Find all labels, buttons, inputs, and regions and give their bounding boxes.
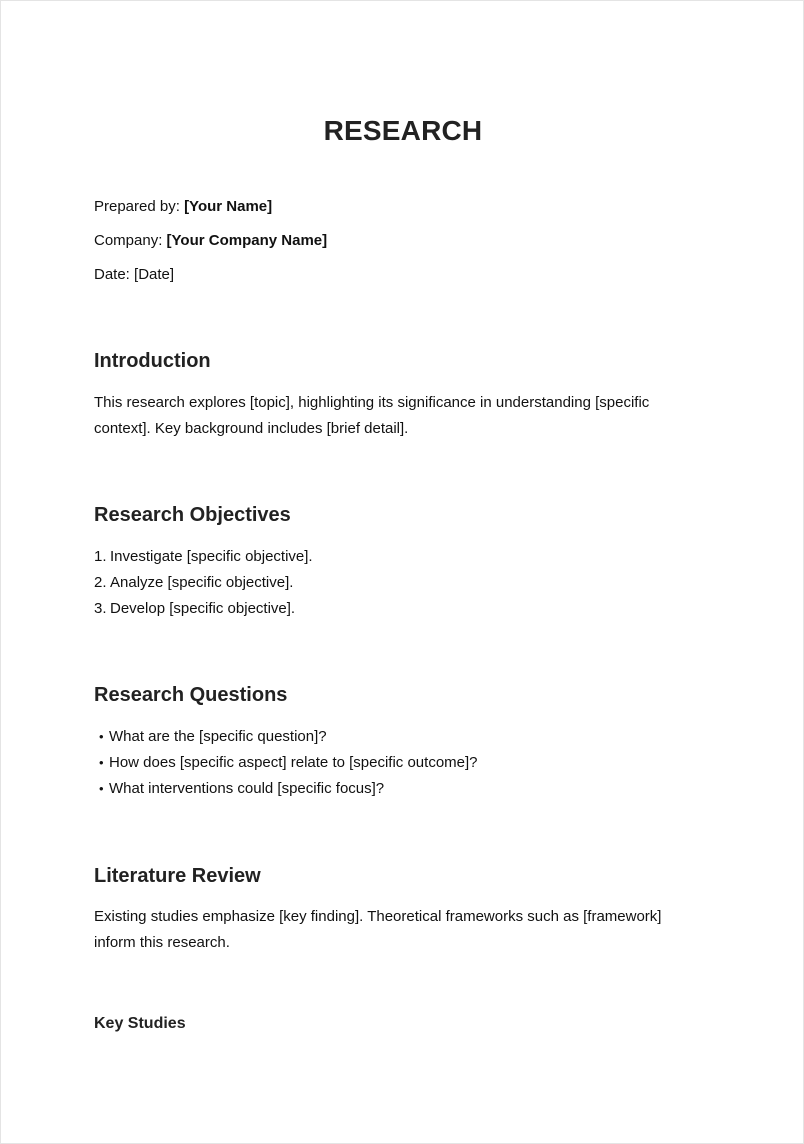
date-line bbox=[94, 266, 174, 283]
bullet-icon: • bbox=[99, 729, 104, 744]
list-item-text: What are the [specific question]? bbox=[109, 728, 327, 745]
list-item bbox=[94, 724, 478, 750]
bullet-icon: • bbox=[99, 781, 104, 796]
literature-review-paragraph: Existing studies emphasize [key finding]. Theoretical frameworks such as [framework] inform this research. bbox=[94, 908, 662, 951]
company-label: Company: bbox=[94, 232, 163, 249]
introduction-heading: Introduction bbox=[94, 350, 211, 372]
list-marker: 3. bbox=[94, 600, 107, 617]
list-item bbox=[94, 570, 313, 596]
key-studies-heading: Key Studies bbox=[94, 1015, 186, 1032]
company-value: [Your Company Name] bbox=[166, 232, 328, 249]
list-marker: 1. bbox=[94, 548, 107, 565]
questions-heading: Research Questions bbox=[94, 684, 288, 706]
objectives-list bbox=[94, 544, 313, 622]
prepared-by-line bbox=[94, 198, 272, 215]
list-item bbox=[94, 750, 478, 776]
prepared-by-value: [Your Name] bbox=[184, 198, 273, 215]
list-item-text: Analyze [specific objective]. bbox=[110, 574, 294, 591]
company-line bbox=[94, 232, 327, 249]
list-item bbox=[94, 776, 478, 802]
document-title: RESEARCH bbox=[323, 115, 483, 146]
list-item-text: Investigate [specific objective]. bbox=[110, 548, 313, 565]
bullet-icon: • bbox=[99, 755, 104, 770]
literature-review-heading: Literature Review bbox=[94, 865, 261, 887]
objectives-heading: Research Objectives bbox=[94, 504, 291, 526]
list-item-text: What interventions could [specific focus]? bbox=[109, 780, 385, 797]
introduction-paragraph: This research explores [topic], highlighting its significance in understanding [specific context]. Key background includes [brief detail]. bbox=[94, 394, 650, 437]
list-item-text: Develop [specific objective]. bbox=[110, 600, 296, 617]
list-marker: 2. bbox=[94, 574, 107, 591]
date-value: [Date] bbox=[134, 266, 175, 283]
list-item bbox=[94, 596, 313, 622]
questions-list bbox=[94, 724, 478, 802]
date-label: Date: bbox=[94, 266, 130, 283]
prepared-by-label: Prepared by: bbox=[94, 198, 180, 215]
list-item-text: How does [specific aspect] relate to [specific outcome]? bbox=[109, 754, 478, 771]
list-item bbox=[94, 544, 313, 570]
